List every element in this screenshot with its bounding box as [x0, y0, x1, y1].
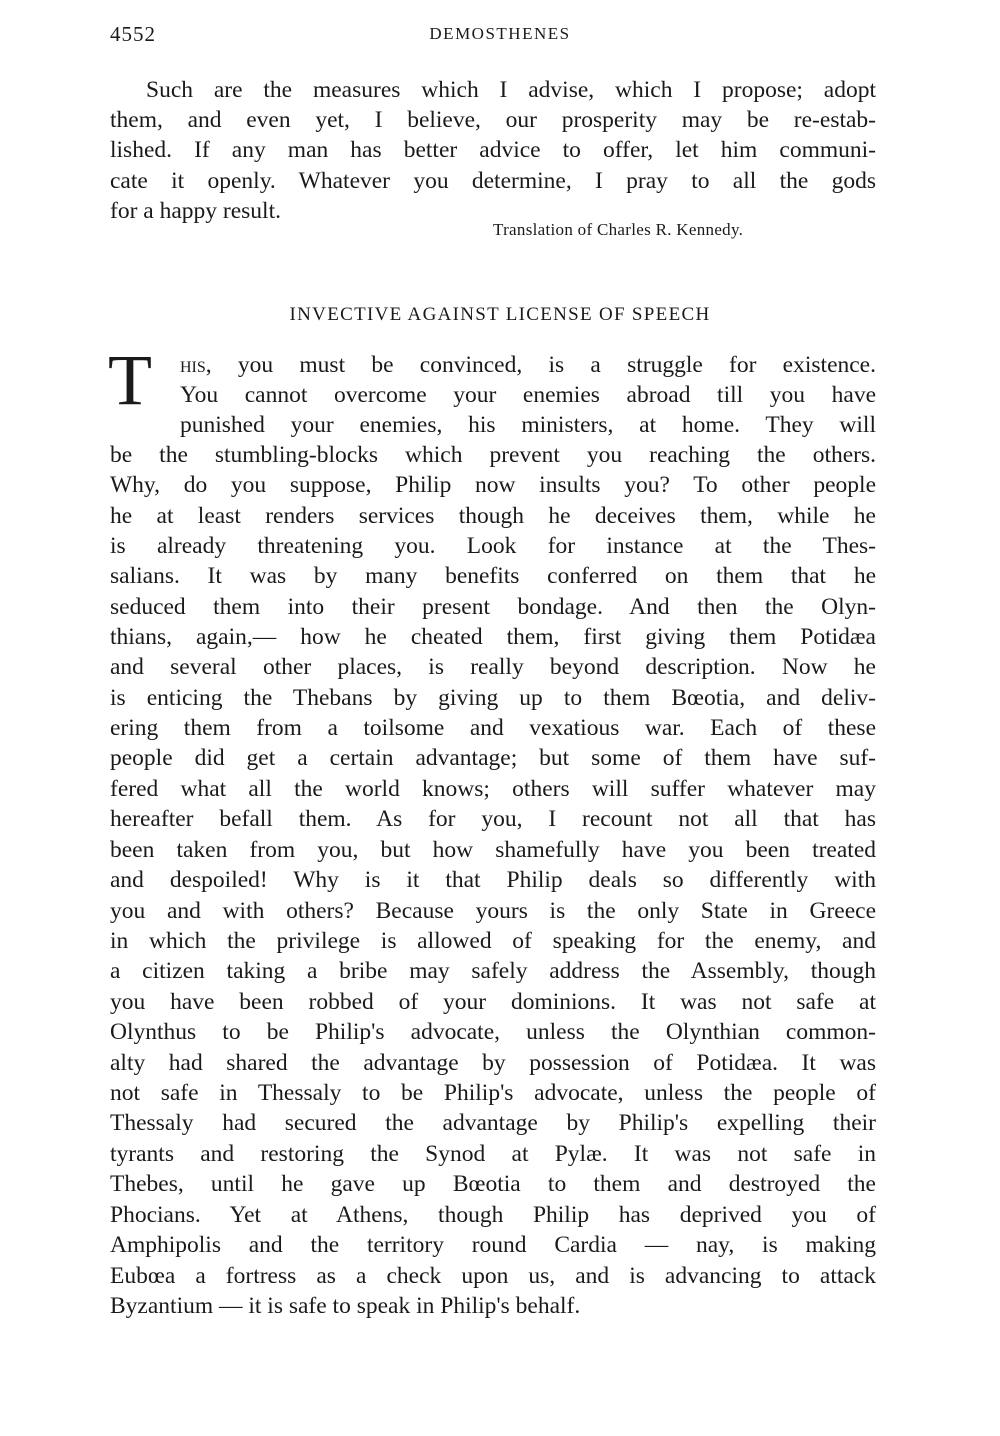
text-line: you and with others? Because yours is the only State in Greece [110, 898, 876, 924]
text-line: alty had shared the advantage by possession of Potidæa. It was [110, 1050, 876, 1076]
text-line: you have been robbed of your dominions. It was not safe at [110, 989, 876, 1015]
section-title: INVECTIVE AGAINST LICENSE OF SPEECH [289, 304, 711, 325]
text-line: Thessaly had secured the advantage by Philip's expelling their [110, 1110, 876, 1136]
text-line: not safe in Thessaly to be Philip's advocate, unless the people of [110, 1080, 876, 1106]
text-line: Why, do you suppose, Philip now insults you? To other people [110, 472, 876, 498]
text-line: fered what all the world knows; others will suffer whatever may [110, 776, 876, 802]
text-line: punished your enemies, his ministers, at home. They will [180, 412, 876, 438]
text-line: thians, again,— how he cheated them, first giving them Potidæa [110, 624, 876, 650]
drop-cap: T [108, 340, 152, 420]
text-line: a citizen taking a bribe may safely address the Assembly, though [110, 958, 876, 984]
translation-attribution: Translation of Charles R. Kennedy. [493, 220, 744, 239]
text-line: Olynthus to be Philip's advocate, unless the Olynthian common- [110, 1019, 876, 1045]
first-line-rest: , you must be convinced, is a struggle for existence. [205, 352, 876, 378]
page-number: 4552 [110, 22, 156, 46]
text-line: be the stumbling-blocks which prevent you reaching the others. [110, 442, 876, 468]
text-line: You cannot overcome your enemies abroad till you have [180, 382, 876, 408]
text-line: tyrants and restoring the Synod at Pylæ. It was not safe in [110, 1141, 876, 1167]
text-line: them, and even yet, I believe, our prosperity may be re-estab- [110, 107, 876, 133]
text-line: is already threatening you. Look for instance at the Thes- [110, 533, 876, 559]
text-line: hereafter befall them. As for you, I recount not all that has [110, 806, 876, 832]
running-head: DEMOSTHENES [429, 24, 571, 43]
text-line: Phocians. Yet at Athens, though Philip has deprived you of [110, 1202, 876, 1228]
text-line: he at least renders services though he deceives them, while he [110, 503, 876, 529]
text-line: ering them from a toilsome and vexatious war. Each of these [110, 715, 876, 741]
text-line: Byzantium — it is safe to speak in Philip's behalf. [110, 1293, 581, 1319]
text-line: in which the privilege is allowed of speaking for the enemy, and [110, 928, 876, 954]
text-line: and several other places, is really beyond description. Now he [110, 654, 876, 680]
text-line: Amphipolis and the territory round Cardia — nay, is making [110, 1232, 876, 1258]
text-line: lished. If any man has better advice to offer, let him communi- [110, 137, 876, 163]
text-line: seduced them into their present bondage. And then the Olyn- [110, 594, 876, 620]
text-line: salians. It was by many benefits conferred on them that he [110, 563, 876, 589]
text-line: Such are the measures which I advise, which I propose; adopt [146, 77, 876, 103]
text-line: Eubœa a fortress as a check upon us, and is advancing to attack [110, 1263, 876, 1289]
text-line: and despoiled! Why is it that Philip deals so differently with [110, 867, 876, 893]
text-line: cate it openly. Whatever you determine, I pray to all the gods [110, 168, 876, 194]
text-line: is enticing the Thebans by giving up to them Bœotia, and deliv- [110, 685, 876, 711]
text-line: for a happy result. [110, 198, 281, 224]
first-word-smallcaps: his [180, 352, 206, 378]
text-line: people did get a certain advantage; but some of them have suf- [110, 745, 876, 771]
text-line: Thebes, until he gave up Bœotia to them and destroyed the [110, 1171, 876, 1197]
text-line: been taken from you, but how shamefully have you been treated [110, 837, 876, 863]
text-line-first [180, 350, 876, 380]
